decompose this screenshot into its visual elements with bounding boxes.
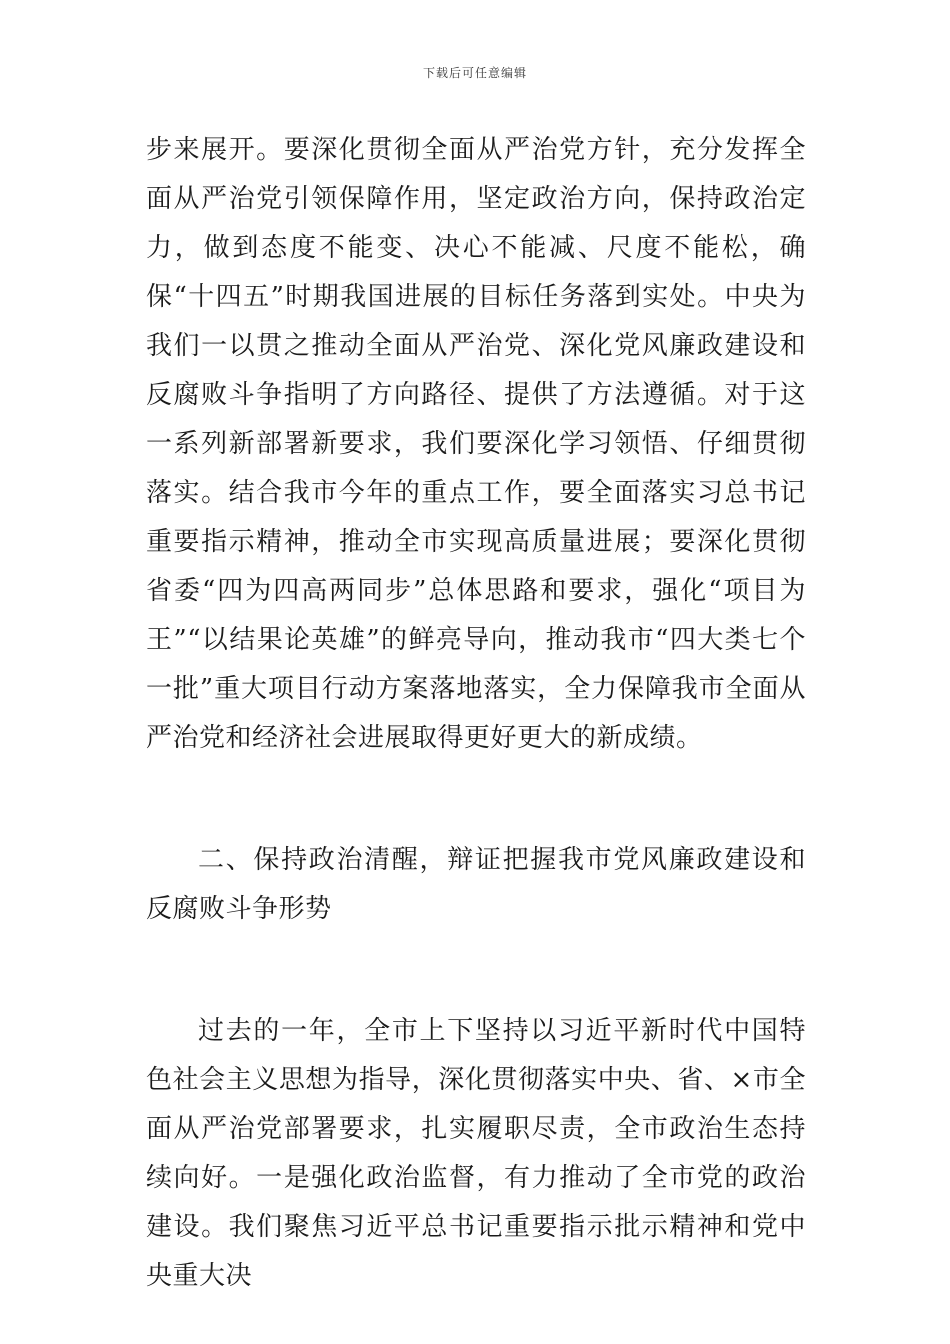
- page-header: 下载后可任意编辑: [422, 66, 527, 80]
- paragraph-continuation: 步来展开。要深化贯彻全面从严治党方针，充分发挥全面从严治党引领保障作用，坚定政治方向，保持政治定力，做到态度不能变、决心不能减、尺度不能松，确保“十四五”时期我国进展的目标任务落到实处。中央为我们一以贯之推动全面从严治党、深化党风廉政建设和反腐败斗争指明了方向路径、提供了方法遵循。对于这一系列新部署新要求，我们要深化学习领悟、仔细贯彻落实。结合我市今年的重点工作，要全面落实习总书记重要指示精神，推动全市实现高质量进展；要深化贯彻省委“四为四高两同步”总体思路和要求，强化“项目为王”“以结果论英雄”的鲜亮导向，推动我市“四大类七个一批”重大项目行动方案落地落实，全力保障我市全面从严治党和经济社会进展取得更好更大的新成绩。: [146, 135, 806, 753]
- paragraph-review: 过去的一年，全市上下坚持以习近平新时代中国特色社会主义思想为指导，深化贯彻落实中央、省、×市全面从严治党部署要求，扎实履职尽责，全市政治生态持续向好。一是强化政治监督，有力推动了全市党的政治建设。我们聚焦习近平总书记重要指示批示精神和党中央重大决: [146, 1016, 806, 1291]
- document-body: [146, 126, 806, 1301]
- section-heading: 二、保持政治清醒，辩证把握我市党风廉政建设和反腐败斗争形势: [146, 845, 806, 924]
